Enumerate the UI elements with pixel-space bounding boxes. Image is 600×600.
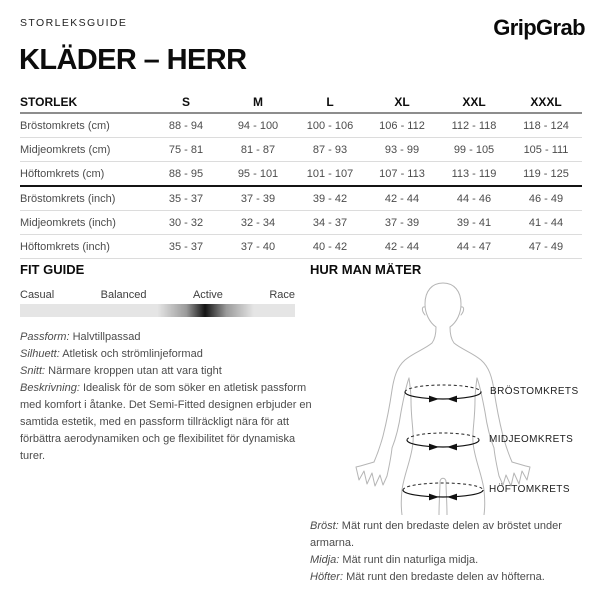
fit-detail-passform: [20, 329, 312, 346]
size-cell: 87 - 93: [312, 143, 348, 156]
size-cell: 46 - 49: [528, 192, 564, 205]
size-table-header-row: [20, 92, 582, 114]
page-title: KLÄDER – HERR: [19, 44, 247, 76]
size-column-header: XL: [394, 95, 410, 109]
size-cell: 113 - 119: [451, 167, 497, 180]
size-cell: 30 - 32: [168, 216, 204, 229]
instruction-hip: [310, 569, 595, 586]
waist-measure-ring: [407, 433, 479, 450]
fit-detail-beskrivning: [20, 380, 312, 465]
size-column-header: L: [326, 95, 334, 109]
size-cell: 37 - 40: [240, 240, 276, 253]
size-cell: 118 - 124: [523, 119, 569, 132]
table-row: [20, 114, 582, 138]
fit-detail-silhuett: [20, 346, 312, 363]
fit-scale-labels: [20, 289, 295, 301]
size-cell: 105 - 111: [523, 143, 569, 156]
instruction-text: Mät runt den bredaste delen av höfterna.: [346, 571, 545, 583]
size-cell: 75 - 81: [168, 143, 204, 156]
detail-label: Passform:: [20, 331, 70, 343]
instruction-label: Midja:: [310, 554, 340, 566]
row-label: Bröstomkrets (inch): [20, 192, 116, 205]
fit-scale-label-active: Active: [192, 289, 223, 301]
detail-text: Halvtillpassad: [72, 331, 141, 343]
size-column-header: M: [253, 95, 263, 109]
size-table: [20, 92, 582, 259]
detail-label: Silhuett:: [20, 348, 60, 360]
size-cell: 47 - 49: [528, 240, 564, 253]
table-row: [20, 235, 582, 259]
fit-details: [20, 329, 312, 465]
measure-guide-heading: HUR MAN MÄTER: [310, 262, 422, 277]
body-figure-illustration: [330, 280, 540, 515]
instruction-label: Bröst:: [310, 520, 339, 532]
size-cell: 32 - 34: [240, 216, 276, 229]
measure-instructions: [310, 518, 595, 586]
detail-text: Atletisk och strömlinjeformad: [62, 348, 203, 360]
figure-ear-right: [461, 307, 464, 315]
size-cell: 93 - 99: [384, 143, 420, 156]
size-cell: 106 - 112: [379, 119, 425, 132]
breadcrumb-eyebrow: STORLEKSGUIDE: [20, 17, 128, 29]
size-cell: 37 - 39: [240, 192, 276, 205]
table-row: [20, 187, 582, 211]
instruction-waist: [310, 552, 595, 569]
row-label: Höftomkrets (cm): [20, 167, 105, 180]
row-label: Midjeomkrets (cm): [20, 143, 111, 156]
row-label: Bröstomkrets (cm): [20, 119, 110, 132]
hip-measure-ring: [403, 483, 483, 500]
instruction-label: Höfter:: [310, 571, 344, 583]
fit-guide-heading: FIT GUIDE: [20, 262, 85, 277]
size-cell: 99 - 105: [453, 143, 495, 156]
chest-measure-label: BRÖSTOMKRETS: [490, 386, 579, 397]
size-cell: 44 - 47: [456, 240, 492, 253]
size-cell: 35 - 37: [168, 240, 204, 253]
detail-label: Beskrivning:: [20, 382, 80, 394]
instruction-text: Mät runt din naturliga midja.: [342, 554, 479, 566]
size-cell: 112 - 118: [451, 119, 497, 132]
size-column-header: XXL: [462, 95, 486, 109]
size-cell: 44 - 46: [456, 192, 492, 205]
fit-scale-label-balanced: Balanced: [100, 289, 147, 301]
size-cell: 39 - 41: [456, 216, 492, 229]
size-cell: 88 - 95: [168, 167, 204, 180]
table-row: [20, 211, 582, 235]
gripgrab-logo: GripGrab: [493, 15, 585, 40]
fit-scale-label-casual: Casual: [20, 289, 55, 301]
size-cell: 34 - 37: [312, 216, 348, 229]
figure-ear-left: [422, 307, 425, 315]
chest-measure-ring: [405, 385, 481, 402]
size-cell: 100 - 106: [306, 119, 354, 132]
table-row: [20, 138, 582, 162]
size-cell: 40 - 42: [312, 240, 348, 253]
hip-measure-label: HÖFTOMKRETS: [489, 484, 570, 495]
detail-text: Närmare kroppen utan att vara tight: [48, 365, 222, 377]
detail-label: Snitt:: [20, 365, 46, 377]
fit-detail-snitt: [20, 363, 312, 380]
size-cell: 88 - 94: [168, 119, 204, 132]
size-cell: 35 - 37: [168, 192, 204, 205]
size-column-header: S: [181, 95, 190, 109]
size-cell: 39 - 42: [312, 192, 348, 205]
size-cell: 119 - 125: [523, 167, 569, 180]
table-row: [20, 162, 582, 187]
fit-scale-label-race: Race: [269, 289, 295, 301]
size-cell: 42 - 44: [384, 240, 420, 253]
size-cell: 81 - 87: [240, 143, 276, 156]
size-cell: 94 - 100: [237, 119, 279, 132]
figure-left-hand: [356, 448, 392, 486]
detail-text: Idealisk för de som söker en atletisk passform med komfort i åtanke. Det Semi-Fitted designen erbjuder en samtida estetik, med en passform tillräckligt nära för att förbättra aerodynamiken och ge flexibilitet för dynamiska turer.: [20, 382, 312, 462]
row-label: Midjeomkrets (inch): [20, 216, 116, 229]
instruction-chest: [310, 518, 595, 552]
row-label: Höftomkrets (inch): [20, 240, 110, 253]
waist-measure-label: MIDJEOMKRETS: [489, 434, 574, 445]
size-cell: 42 - 44: [384, 192, 420, 205]
size-cell: 101 - 107: [306, 167, 354, 180]
column-header: STORLEK: [20, 95, 78, 109]
size-cell: 95 - 101: [237, 167, 279, 180]
figure-left-arm-inner: [392, 378, 409, 448]
instruction-text: Mät runt den bredaste delen av bröstet under armarna.: [310, 520, 562, 549]
size-cell: 37 - 39: [384, 216, 420, 229]
size-cell: 41 - 44: [528, 216, 564, 229]
size-column-header: XXXL: [530, 95, 562, 109]
figure-head: [425, 283, 461, 327]
fit-scale-bar: [20, 304, 295, 317]
size-cell: 107 - 113: [379, 167, 425, 180]
figure-right-hand: [494, 448, 530, 486]
